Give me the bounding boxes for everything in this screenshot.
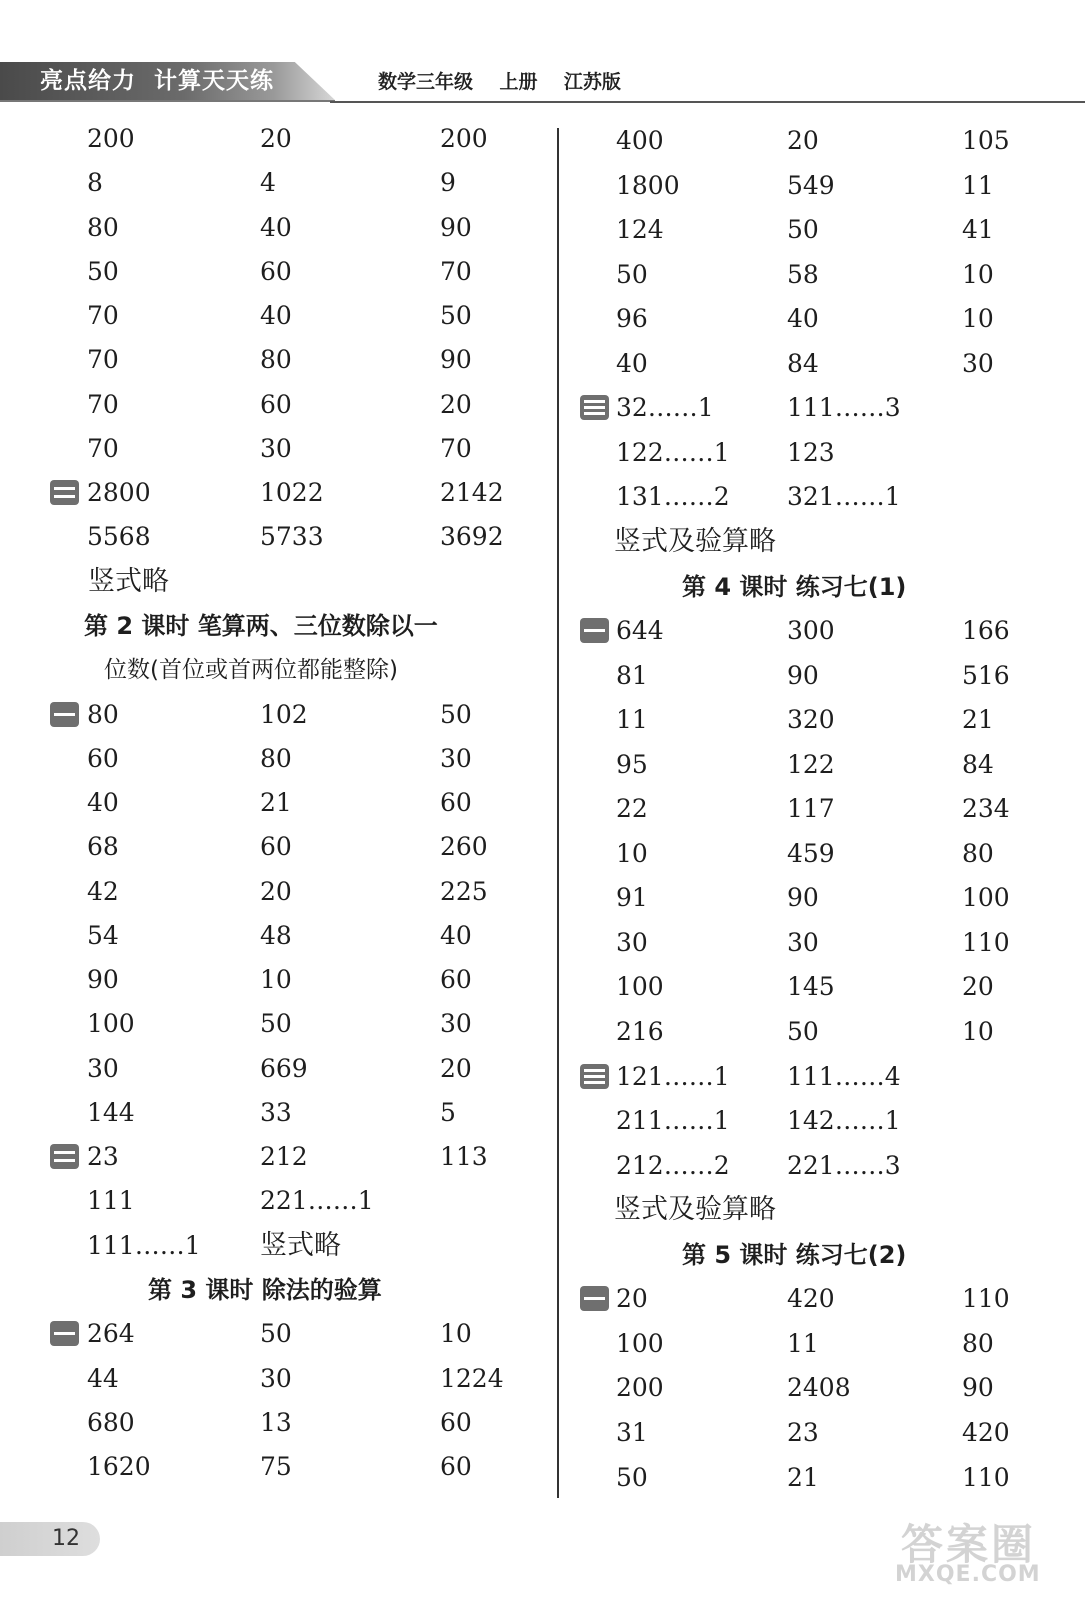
answer-cell: 50 — [440, 700, 472, 729]
answer-cell: 80 — [962, 839, 994, 868]
answer-cell: 11 — [616, 705, 648, 734]
answer-cell: 81 — [616, 661, 648, 690]
answer-cell: 10 — [440, 1319, 472, 1348]
answer-cell: 1224 — [440, 1364, 504, 1393]
answer-cell: 40 — [87, 788, 119, 817]
watermark-url: MXQE.COM — [895, 1562, 1041, 1587]
answer-cell: 80 — [260, 744, 292, 773]
lesson-heading: 第 3 课时 除法的验算 — [148, 1276, 382, 1304]
answer-cell: 33 — [260, 1098, 292, 1127]
answer-cell: 40 — [260, 301, 292, 330]
answer-cell: 400 — [616, 126, 664, 155]
answer-cell: 100 — [962, 883, 1010, 912]
answer-cell: 5733 — [260, 522, 324, 551]
answer-cell: 321……1 — [787, 482, 901, 511]
answer-cell: 90 — [440, 345, 472, 374]
answer-cell: 70 — [87, 301, 119, 330]
answer-cell: 40 — [260, 213, 292, 242]
answer-cell: 60 — [260, 832, 292, 861]
answer-cell: 30 — [260, 1364, 292, 1393]
answer-cell: 669 — [260, 1054, 308, 1083]
answer-cell: 4 — [260, 168, 276, 197]
answer-cell: 60 — [87, 744, 119, 773]
answer-cell: 216 — [616, 1017, 664, 1046]
answer-cell: 211……1 — [616, 1106, 730, 1135]
answer-cell: 200 — [616, 1373, 664, 1402]
answer-cell: 50 — [87, 257, 119, 286]
answer-cell: 91 — [616, 883, 648, 912]
answer-cell: 10 — [962, 260, 994, 289]
answer-cell: 70 — [440, 434, 472, 463]
answer-cell: 1022 — [260, 478, 324, 507]
answer-cell: 2408 — [787, 1373, 851, 1402]
answer-cell: 145 — [787, 972, 835, 1001]
answer-cell: 5568 — [87, 522, 151, 551]
answer-cell: 320 — [787, 705, 835, 734]
answer-cell: 90 — [962, 1373, 994, 1402]
answer-cell: 80 — [260, 345, 292, 374]
answer-cell: 123 — [787, 438, 835, 467]
answer-cell: 111……3 — [787, 393, 901, 422]
answer-cell: 50 — [260, 1009, 292, 1038]
answer-cell: 50 — [616, 1463, 648, 1492]
answer-cell: 131……2 — [616, 482, 730, 511]
answer-cell: 13 — [260, 1408, 292, 1437]
answer-cell: 21 — [962, 705, 994, 734]
question-number-1-icon — [50, 1321, 79, 1346]
answer-cell: 84 — [962, 750, 994, 779]
answer-cell: 90 — [87, 965, 119, 994]
answer-cell: 111……1 — [87, 1231, 201, 1260]
answer-cell: 264 — [87, 1319, 135, 1348]
answer-cell: 113 — [440, 1142, 488, 1171]
answer-cell: 30 — [260, 434, 292, 463]
answer-cell: 58 — [787, 260, 819, 289]
answer-cell: 60 — [260, 257, 292, 286]
answer-cell: 23 — [87, 1142, 119, 1171]
answer-cell: 31 — [616, 1418, 648, 1447]
question-number-2-icon — [50, 1144, 79, 1169]
answer-cell: 20 — [260, 124, 292, 153]
answer-cell: 20 — [440, 1054, 472, 1083]
header-rule-left — [0, 100, 335, 102]
question-number-2-icon — [50, 480, 79, 505]
answer-cell: 200 — [87, 124, 135, 153]
answer-cell: 80 — [87, 213, 119, 242]
answer-cell: 10 — [962, 304, 994, 333]
answer-cell: 42 — [87, 877, 119, 906]
answer-cell: 221……1 — [260, 1186, 374, 1215]
answer-cell: 122 — [787, 750, 835, 779]
answer-cell: 10 — [962, 1017, 994, 1046]
answer-cell: 102 — [260, 700, 308, 729]
lesson-heading: 第 2 课时 笔算两、三位数除以一 — [84, 612, 438, 640]
answer-cell: 70 — [87, 390, 119, 419]
answer-cell: 3692 — [440, 522, 504, 551]
answer-cell: 20 — [440, 390, 472, 419]
answer-cell: 110 — [962, 928, 1010, 957]
answer-cell: 竖式略 — [260, 1230, 341, 1261]
answer-cell: 1620 — [87, 1452, 151, 1481]
header-rule — [330, 101, 1085, 103]
answer-cell: 10 — [260, 965, 292, 994]
answer-cell: 5 — [440, 1098, 456, 1127]
answer-cell: 9 — [440, 168, 456, 197]
answer-cell: 11 — [962, 171, 994, 200]
answer-cell: 75 — [260, 1452, 292, 1481]
question-number-3-icon — [580, 395, 609, 420]
answer-cell: 30 — [787, 928, 819, 957]
answer-cell: 212……2 — [616, 1151, 730, 1180]
answer-cell: 60 — [440, 1452, 472, 1481]
answer-cell: 144 — [87, 1098, 135, 1127]
answer-cell: 70 — [87, 434, 119, 463]
answer-cell: 1800 — [616, 171, 680, 200]
answer-cell: 680 — [87, 1408, 135, 1437]
answer-cell: 516 — [962, 661, 1010, 690]
answer-cell: 21 — [260, 788, 292, 817]
series-title: 亮点给力 计算天天练 — [40, 68, 275, 94]
answer-cell: 100 — [87, 1009, 135, 1038]
answer-cell: 20 — [962, 972, 994, 1001]
answer-cell: 8 — [87, 168, 103, 197]
answer-cell: 111……4 — [787, 1062, 901, 1091]
answer-cell: 95 — [616, 750, 648, 779]
question-number-1-icon — [580, 1286, 609, 1311]
answer-cell: 60 — [440, 965, 472, 994]
answer-cell: 70 — [440, 257, 472, 286]
answer-cell: 420 — [787, 1284, 835, 1313]
answer-cell: 54 — [87, 921, 119, 950]
omitted-work-note: 竖式略 — [88, 566, 169, 597]
answer-cell: 644 — [616, 616, 664, 645]
answer-cell: 212 — [260, 1142, 308, 1171]
answer-cell: 40 — [440, 921, 472, 950]
answer-cell: 80 — [87, 700, 119, 729]
answer-cell: 21 — [787, 1463, 819, 1492]
answer-cell: 22 — [616, 794, 648, 823]
answer-cell: 122……1 — [616, 438, 730, 467]
answer-cell: 300 — [787, 616, 835, 645]
answer-cell: 60 — [260, 390, 292, 419]
answer-cell: 30 — [87, 1054, 119, 1083]
answer-cell: 124 — [616, 215, 664, 244]
page-number: 12 — [52, 1526, 80, 1551]
answer-cell: 48 — [260, 921, 292, 950]
lesson-subheading: 位数(首位或首两位都能整除) — [104, 657, 398, 683]
answer-cell: 50 — [616, 260, 648, 289]
answer-cell: 420 — [962, 1418, 1010, 1447]
omitted-work-note: 竖式及验算略 — [614, 526, 776, 557]
column-divider — [557, 128, 559, 1498]
answer-cell: 90 — [787, 883, 819, 912]
answer-cell: 60 — [440, 788, 472, 817]
answer-cell: 110 — [962, 1284, 1010, 1313]
answer-cell: 90 — [440, 213, 472, 242]
answer-cell: 2800 — [87, 478, 151, 507]
question-number-1-icon — [580, 618, 609, 643]
question-number-3-icon — [580, 1064, 609, 1089]
subject-label: 数学三年级 上册 江苏版 — [378, 71, 621, 93]
answer-cell: 60 — [440, 1408, 472, 1437]
answer-cell: 50 — [260, 1319, 292, 1348]
answer-cell: 30 — [616, 928, 648, 957]
answer-cell: 96 — [616, 304, 648, 333]
answer-cell: 100 — [616, 972, 664, 1001]
answer-cell: 117 — [787, 794, 835, 823]
answer-cell: 166 — [962, 616, 1010, 645]
answer-cell: 40 — [616, 349, 648, 378]
answer-cell: 80 — [962, 1329, 994, 1358]
answer-cell: 10 — [616, 839, 648, 868]
answer-cell: 221……3 — [787, 1151, 901, 1180]
answer-cell: 50 — [787, 215, 819, 244]
answer-cell: 105 — [962, 126, 1010, 155]
answer-cell: 90 — [787, 661, 819, 690]
answer-cell: 111 — [87, 1186, 135, 1215]
answer-cell: 121……1 — [616, 1062, 730, 1091]
watermark-text: 答案圈 — [901, 1520, 1037, 1569]
omitted-work-note: 竖式及验算略 — [614, 1194, 776, 1225]
answer-cell: 30 — [440, 744, 472, 773]
lesson-heading: 第 5 课时 练习七(2) — [682, 1241, 907, 1269]
answer-cell: 260 — [440, 832, 488, 861]
answer-cell: 23 — [787, 1418, 819, 1447]
answer-cell: 84 — [787, 349, 819, 378]
answer-cell: 68 — [87, 832, 119, 861]
answer-cell: 234 — [962, 794, 1010, 823]
answer-cell: 30 — [440, 1009, 472, 1038]
watermark-logo — [895, 1512, 1075, 1592]
answer-cell: 225 — [440, 877, 488, 906]
answer-cell: 20 — [787, 126, 819, 155]
answer-cell: 30 — [962, 349, 994, 378]
answer-cell: 200 — [440, 124, 488, 153]
answer-cell: 100 — [616, 1329, 664, 1358]
answer-cell: 549 — [787, 171, 835, 200]
answer-cell: 11 — [787, 1329, 819, 1358]
answer-cell: 40 — [787, 304, 819, 333]
answer-cell: 20 — [260, 877, 292, 906]
answer-cell: 20 — [616, 1284, 648, 1313]
answer-cell: 50 — [440, 301, 472, 330]
answer-cell: 459 — [787, 839, 835, 868]
answer-cell: 41 — [962, 215, 994, 244]
answer-cell: 2142 — [440, 478, 504, 507]
answer-cell: 142……1 — [787, 1106, 901, 1135]
answer-cell: 32……1 — [616, 393, 714, 422]
question-number-1-icon — [50, 702, 79, 727]
page-number-tab — [0, 1522, 100, 1556]
answer-cell: 70 — [87, 345, 119, 374]
lesson-heading: 第 4 课时 练习七(1) — [682, 573, 907, 601]
answer-cell: 44 — [87, 1364, 119, 1393]
answer-cell: 110 — [962, 1463, 1010, 1492]
answer-cell: 50 — [787, 1017, 819, 1046]
